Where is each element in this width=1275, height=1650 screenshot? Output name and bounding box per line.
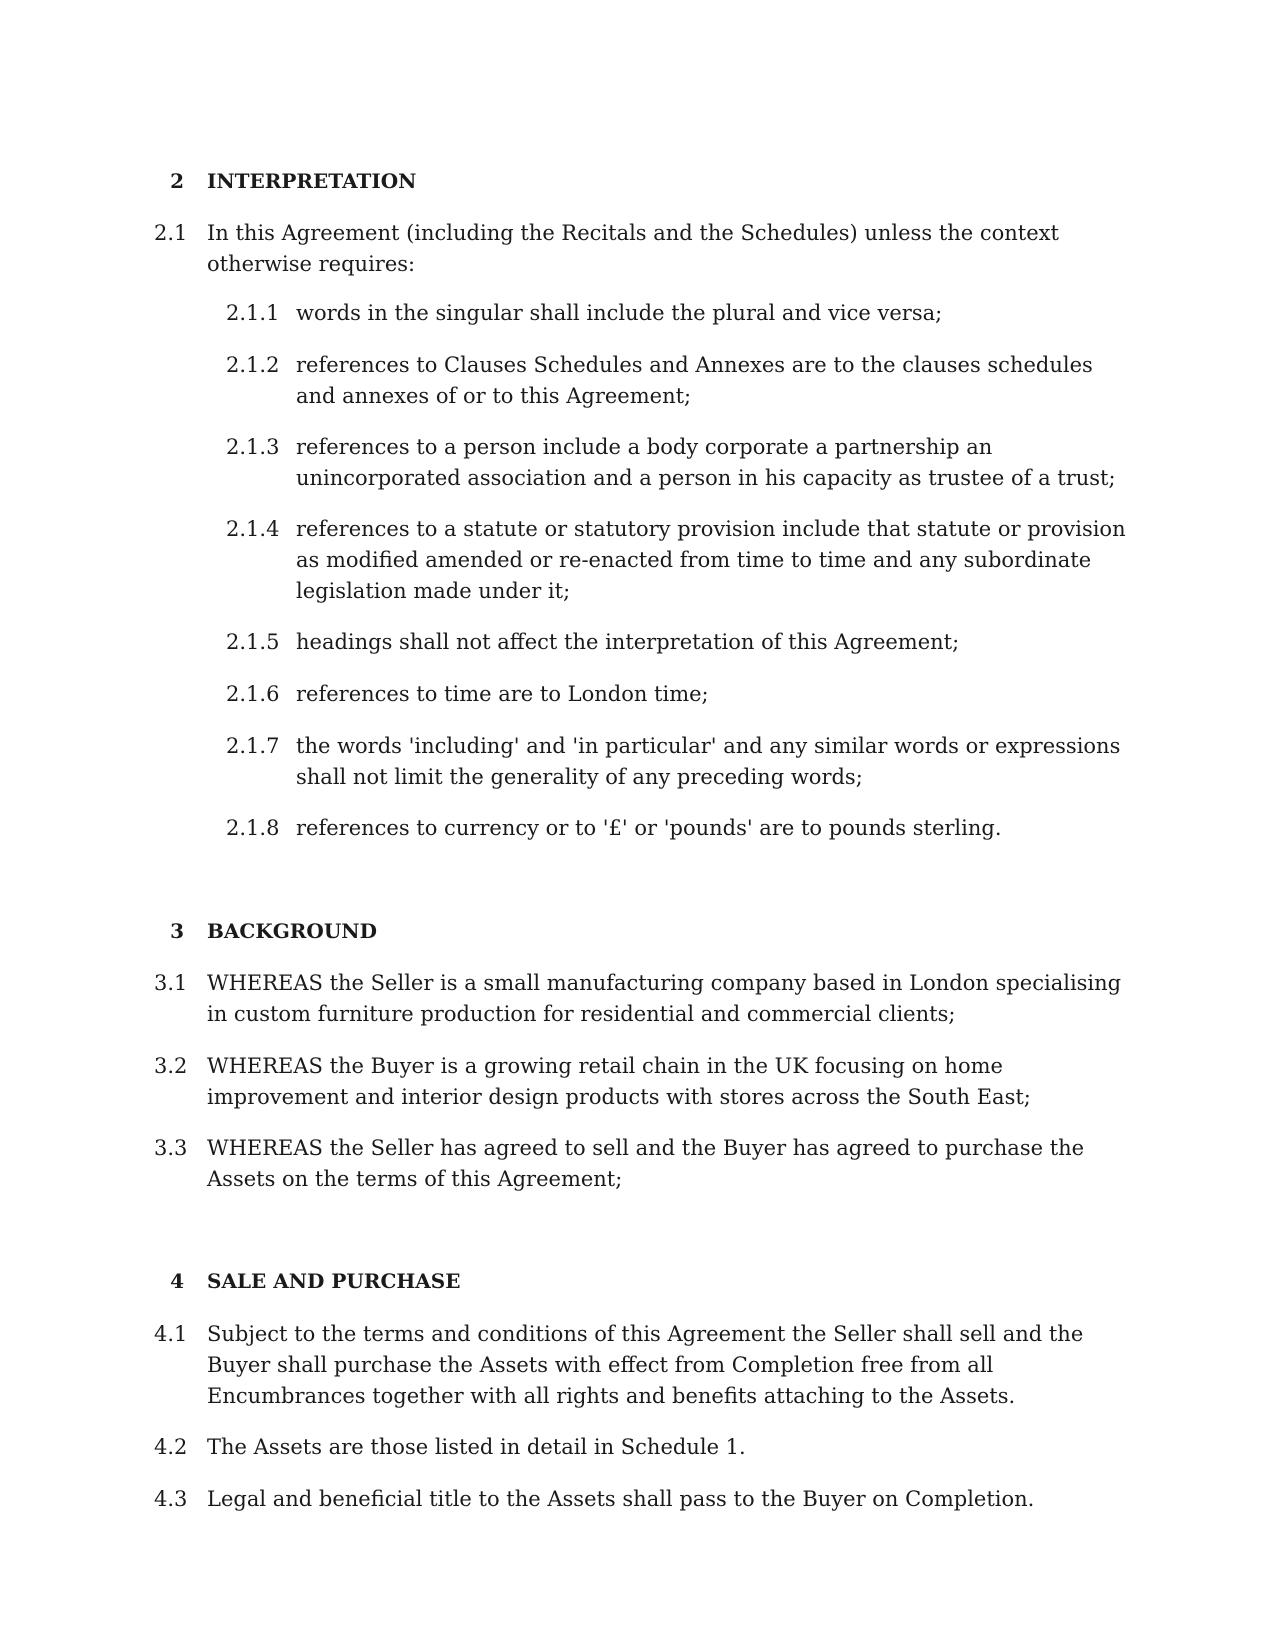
subclause-number: 2.1.7 (226, 734, 280, 758)
subclause-text: headings shall not affect the interpretation of this Agreement; (296, 630, 960, 654)
section-title: SALE AND PURCHASE (207, 1269, 461, 1293)
section-number: 4 (170, 1269, 184, 1293)
subclause-text: words in the singular shall include the plural and vice versa; (296, 301, 943, 325)
subclause-text: the words 'including' and 'in particular' and any similar words or expressions shall not limit the generality of any preceding words; (296, 734, 1121, 789)
clause-text: WHEREAS the Buyer is a growing retail chain in the UK focusing on home improvement and interior design products with stores across the South East; (207, 1054, 1031, 1109)
clause-number: 3.1 (154, 971, 188, 995)
clause-number: 3.3 (154, 1136, 188, 1160)
subclause-text: references to currency or to '£' or 'pounds' are to pounds sterling. (296, 816, 1002, 840)
clause-number: 4.2 (154, 1435, 188, 1459)
section-number: 3 (170, 919, 184, 943)
clause-number: 4.1 (154, 1322, 188, 1346)
subclause-number: 2.1.8 (226, 816, 280, 840)
clause-text: Legal and beneficial title to the Assets shall pass to the Buyer on Completion. (207, 1487, 1035, 1511)
subclause-text: references to Clauses Schedules and Annexes are to the clauses schedules and annexes of or to this Agreement; (296, 353, 1093, 408)
subclause-number: 2.1.3 (226, 435, 280, 459)
clause-text: The Assets are those listed in detail in Schedule 1. (207, 1435, 746, 1459)
clause-number: 2.1 (154, 221, 188, 245)
section-title: INTERPRETATION (207, 169, 417, 193)
subclause-text: references to a person include a body corporate a partnership an unincorporated association and a person in his capacity as trustee of a trust; (296, 435, 1116, 490)
clause-text: In this Agreement (including the Recitals and the Schedules) unless the context otherwise requires: (207, 221, 1059, 276)
clause-text: Subject to the terms and conditions of this Agreement the Seller shall sell and the Buyer shall purchase the Assets with effect from Completion free from all Encumbrances together with all rights and benefits attaching to the Assets. (207, 1322, 1084, 1408)
clause-number: 3.2 (154, 1054, 188, 1078)
subclause-number: 2.1.5 (226, 630, 280, 654)
clause-text: WHEREAS the Seller is a small manufacturing company based in London specialising in custom furniture production for residential and commercial clients; (207, 971, 1122, 1026)
section-title: BACKGROUND (207, 919, 377, 943)
subclause-number: 2.1.6 (226, 682, 280, 706)
subclause-text: references to time are to London time; (296, 682, 709, 706)
subclause-number: 2.1.4 (226, 517, 280, 541)
subclause-number: 2.1.1 (226, 301, 280, 325)
subclause-text: references to a statute or statutory provision include that statute or provision as modified amended or re-enacted from time to time and any subordinate legislation made under it; (296, 517, 1126, 603)
subclause-number: 2.1.2 (226, 353, 280, 377)
section-number: 2 (170, 169, 184, 193)
clause-text: WHEREAS the Seller has agreed to sell and the Buyer has agreed to purchase the Assets on the terms of this Agreement; (207, 1136, 1085, 1191)
clause-number: 4.3 (154, 1487, 188, 1511)
